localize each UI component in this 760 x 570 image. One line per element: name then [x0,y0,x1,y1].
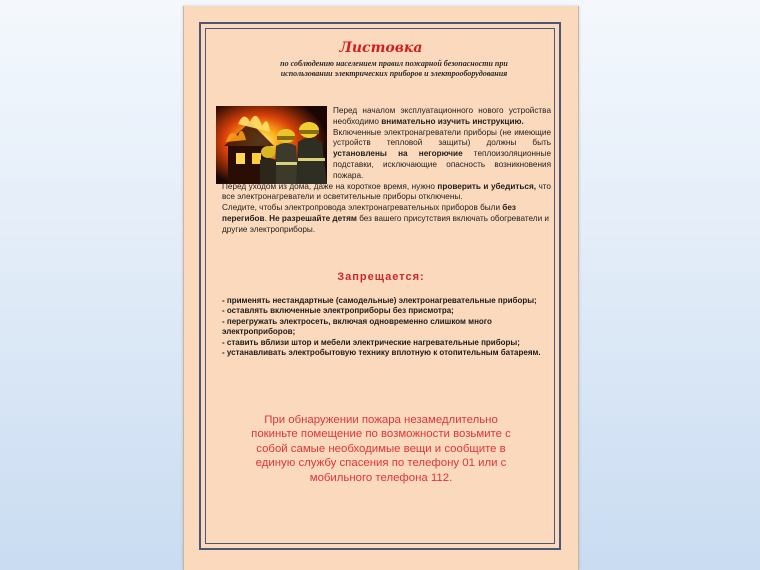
intro-p3-tail: что все электронагреватели и осветительные приборы отключены. [222,181,551,202]
forbidden-item: - оставлять включенные электроприборы без присмотра; [222,306,454,316]
forbidden-item: - устанавливать электробытовую технику вплотную к отопительным батареям. [222,348,541,358]
forbidden-item: - применять нестандартные (самодельные) электронагревательные приборы; [222,296,537,305]
intro-p4-sep: . [264,213,270,223]
forbidden-item: - ставить вблизи штор и мебели электрические нагревательные приборы; [222,337,520,347]
leaflet-title: Листовка [339,40,423,56]
intro-p4-tail: без вашего присутствия включать обогреватели и другие электроприборы. [222,213,549,234]
intro-p1-text: Перед началом эксплуатационного нового устройства необходимо [333,106,551,126]
intro-p1-bold: внимательно изучить инструкцию. [381,116,524,126]
intro-p2-bold: установлены на негорючие [333,149,463,159]
forbidden-item: - перегружать электросеть, включая одновременно слишком много электроприборов; [222,316,492,337]
intro-p4-bold-2: Не разрешайте детям [269,213,357,223]
intro-p3-text: Перед уходом из дома, даже на короткое время, нужно [222,181,438,191]
intro-paragraph-3 [222,182,551,204]
intro-paragraph-1 [222,106,551,128]
intro-paragraph-4 [222,203,551,235]
intro-p4-text: Следите, чтобы электропровода электронагревательных приборов были [222,203,503,213]
leaflet-subtitle: по соблюдению населением правил пожарной безопасности при использовании электрических приборов и электрооборудования [280,59,508,78]
intro-p4-bold-1: без перегибов [222,203,516,223]
intro-p2-tail: теплоизоляционные подставки, исключающие опасность возникновения пожара. [333,149,551,180]
intro-paragraph-2a [222,128,551,182]
forbidden-list [222,296,551,358]
forbidden-heading: Запрещается: [337,271,425,283]
intro-text [222,106,551,236]
leaflet-page [183,6,579,570]
emergency-warning: При обнаружении пожара незамедлительно покиньте помещение по возможности возьмите с собой самые необходимые вещи и сообщите в единую службу спасения по телефону 01 или с мобильного телефона 112. [251,414,511,484]
intro-p3-bold: проверить и убедиться, [437,181,536,191]
intro-p2-text: Включенные электронагреватели приборы (не имеющие устройств тепловой защиты) должны быть [333,127,551,148]
